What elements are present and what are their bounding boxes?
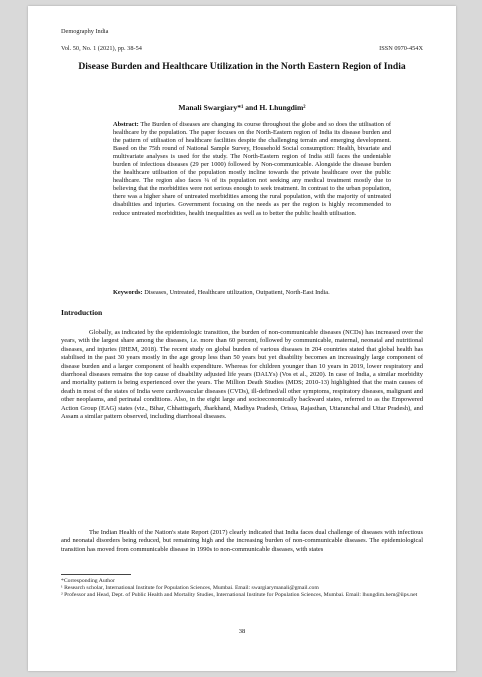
section-heading-introduction: Introduction [61, 308, 103, 317]
journal-issn: ISSN 0970-454X [379, 45, 423, 52]
footnote-divider [61, 574, 131, 575]
paper-authors: Manali Swargiary*¹ and H. Lhungdim² [178, 103, 306, 112]
paper-title: Disease Burden and Healthcare Utilization in the North Eastern Region of India [78, 61, 406, 72]
footnote-corresponding: *Corresponding Author [61, 578, 115, 584]
abstract-label: Abstract: [113, 121, 139, 128]
keywords-label: Keywords: [113, 289, 143, 296]
footnotes [61, 578, 423, 600]
page-number: 38 [238, 628, 246, 635]
keywords [113, 289, 391, 297]
paper-page [28, 6, 456, 671]
abstract [113, 121, 391, 218]
journal-volume: Vol. 50, No. 1 (2021), pp. 38-54 [61, 45, 142, 52]
intro-paragraph-2: The Indian Health of the Nation's state Report (2017) clearly indicated that India faces dual challenge of diseases with infectious and neonatal disorders being reduced, but remaining high and the increasing burden of non-communicable diseases. The epidemiological transition has moved from communicable disease in 1990s to non-communicable diseases, with states [61, 529, 423, 553]
keywords-text: Diseases, Untreated, Healthcare utilization, Outpatient, North-East India. [144, 289, 330, 296]
footnote-1: ¹ Research scholar, International Institute for Population Sciences, Mumbai. Email: swargiarymanali@gmail.com [61, 585, 319, 592]
abstract-text: The Burden of diseases are changing its course throughout the globe and so does the utilisation of healthcare by the population. The paper focuses on the North-Eastern region of India its disease burden and the pattern of utilisation of healthcare facilities despite the challenging terrain and emerging development. Based on the 75th round of National Sample Survey, Household Social consumption: Health, bivariate and multivariate analyses is used for the study. The North-Eastern region of India still faces the undeniable burden of infectious diseases (29 per 1000) followed by Non-communicable. Alongside the disease burden the healthcare utilisation of the population mostly incline towards the private healthcare over the public healthcare. The region also faces ¼ of its population not seeking any medical treatment mostly due to believing that the morbidities were not serious enough to seek treatment. In contrast to the urban population, there was a higher share of untreated morbidities among the rural population, with the majority of untreated disabilities and injuries. Government focusing on the needs as per the region is highly recommended to reduce untreated morbidities, health inequalities as well as to better the public health utilisation. [113, 121, 391, 217]
journal-name: Demography India [61, 28, 109, 35]
intro-paragraph-1: Globally, as indicated by the epidemiologic transition, the burden of non-communicable diseases (NCDs) has increased over the years, with the largest share among the diseases, i.e. more than 60 percent, followed by communicable, maternal, neonatal and nutritional diseases, and injuries (IHEM, 2018). The recent study on global burden of various diseases in 204 countries stated that global health has stabilised in the past 30 years mostly in the age group less than 50 years but yet disability becomes an increasingly large component of disease burden and a larger component of health expenditure. Whereas for children younger than 10 years in 2019, lower respiratory and diarrhoeal diseases remains the top cause of disability adjusted life years (DALYs) (Vos et al., 2020). In case of India, a similar morbidity and mortality pattern is being experienced over the years. The Million Death Studies (MDS; 2010-13) highlighted that the main causes of death in most of the states of India were cardiovascular diseases (CVDs), ill-defined/all other symptoms, respiratory diseases, malignant and other neoplasms, and perinatal conditions. Also, in the eight large and socioeconomically backward states, referred to as the Empowered Action Group (EAG) states (viz., Bihar, Chhattisgarh, Jharkhand, Madhya Pradesh, Orissa, Rajasthan, Uttaranchal and Uttar Pradesh), and Assam a similar pattern observed, including diarrhoeal diseases. [61, 329, 423, 421]
footnote-2: ² Professor and Head, Dept. of Public Health and Mortality Studies, International Institute for Population Sciences, Mumbai. Email: lhungdim.hem@iips.net [61, 592, 418, 599]
